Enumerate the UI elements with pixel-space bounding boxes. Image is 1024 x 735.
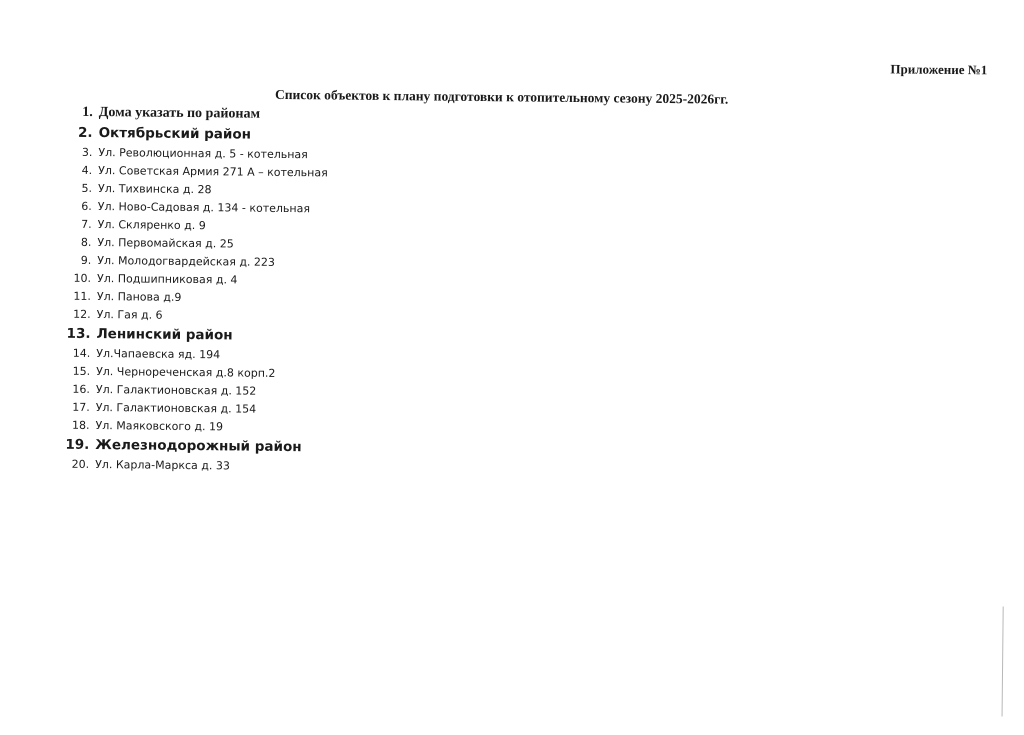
document-title: Список объектов к плану подготовки к отопительному сезону 2025-2026гг. [274, 86, 729, 107]
item-text: Ул. Молодогвардейская д. 223 [97, 254, 276, 269]
item-text: Ул.Чапаевска яд. 194 [96, 347, 221, 362]
section-heading [67, 105, 329, 128]
item-number: 4. [81, 163, 93, 177]
item-number: 17. [72, 400, 90, 414]
item-text: Ул. Скляренко д. 9 [97, 218, 206, 233]
item-number: 18. [71, 418, 90, 432]
item-text: Ул. Советская Армия 271 А – котельная [98, 164, 328, 180]
section-heading [64, 326, 326, 350]
item-text: Ул. Первомайская д. 25 [97, 236, 234, 251]
item-number: 10. [73, 271, 92, 285]
item-number: 2. [77, 124, 93, 141]
item-text: Ул. Панова д.9 [96, 290, 182, 304]
item-text: Железнодорожный район [95, 437, 302, 456]
item-number: 9. [80, 253, 92, 267]
item-number: 12. [73, 307, 91, 321]
item-text: Ул. Ново-Садовая д. 134 - котельная [97, 200, 311, 216]
item-number: 19. [65, 436, 90, 453]
item-text: Ул. Галактионовская д. 154 [95, 401, 257, 416]
item-text: Ул. Гая д. 6 [96, 308, 163, 322]
appendix-label: Приложение №1 [890, 61, 988, 78]
item-number: 6. [81, 199, 92, 213]
item-text: Дома указать по районам [98, 105, 261, 122]
object-list [63, 105, 328, 479]
item-number: 20. [71, 457, 90, 471]
item-number: 3. [81, 145, 93, 159]
section-heading [66, 125, 328, 149]
item-text: Ул. Чернореченская д.8 корп.2 [96, 365, 276, 380]
item-text: Ул. Революционная д. 5 - котельная [98, 146, 308, 162]
section-heading [63, 437, 325, 461]
item-number: 5. [81, 181, 93, 195]
item-number: 16. [72, 382, 90, 396]
item-number: 1. [82, 104, 93, 120]
list-item [63, 458, 325, 479]
item-text: Ленинский район [96, 326, 233, 344]
item-text: Ул. Тихвинска д. 28 [97, 182, 212, 197]
item-number: 15. [72, 364, 91, 378]
item-number: 11. [73, 289, 91, 303]
scan-edge-line [1002, 607, 1004, 717]
item-number: 7. [81, 217, 92, 231]
item-number: 13. [66, 325, 91, 342]
item-number: 14. [72, 346, 91, 360]
item-text: Ул. Карла-Маркса д. 33 [95, 458, 230, 473]
item-text: Октябрьский район [98, 125, 252, 143]
item-text: Ул. Маяковского д. 19 [95, 419, 224, 434]
item-text: Ул. Галактионовская д. 152 [95, 383, 257, 398]
item-number: 8. [80, 235, 92, 249]
item-text: Ул. Подшипниковая д. 4 [97, 272, 238, 287]
